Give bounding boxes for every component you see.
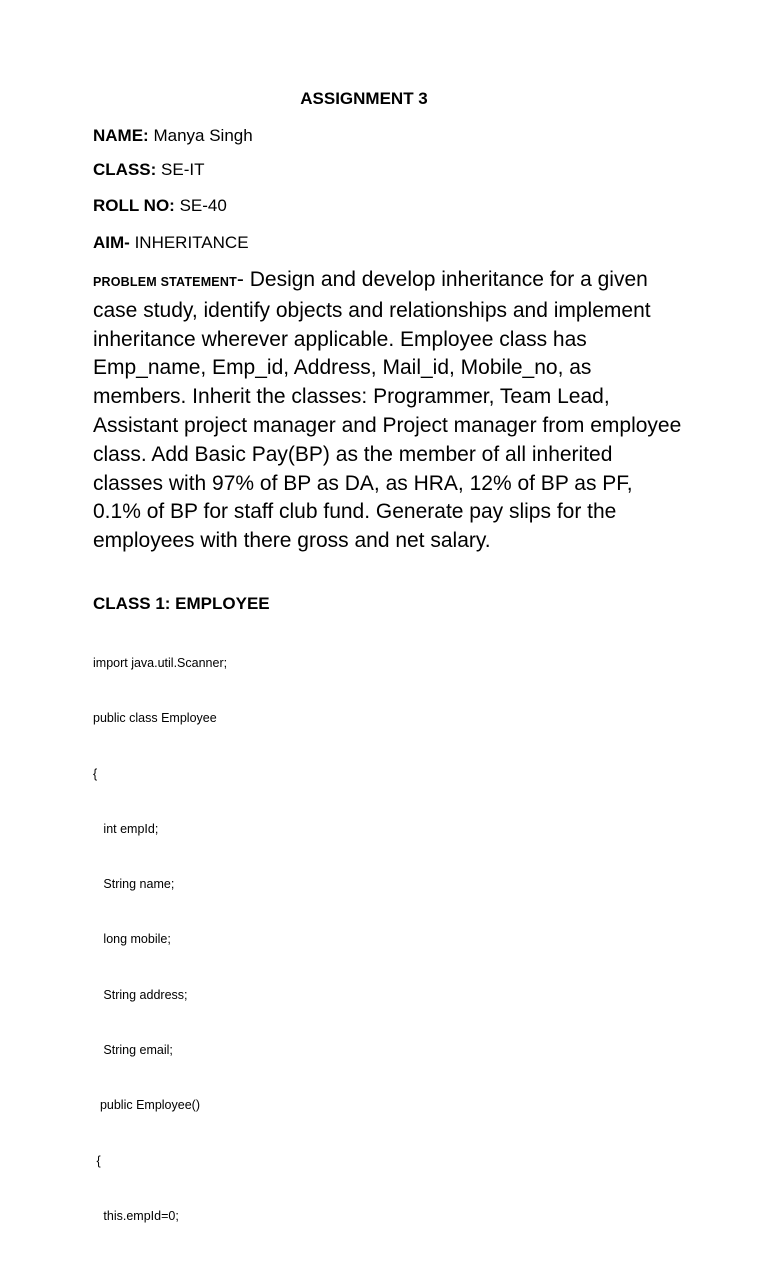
- section-heading: CLASS 1: EMPLOYEE: [93, 594, 270, 613]
- problem-statement-text: - Design and develop inheritance for a given case study, identify objects and relationships and implement inheritance wherever applicable. Employee class has Emp_name, Emp_id, Address, Mail_id, Mobile_no, as members. Inherit the classes: Programmer, Team Lead, Assistant project manager and Project manager from employee class. Add Basic Pay(BP) as the member of all inherited classes with 97% of BP as DA, as HRA, 12% of BP as PF, 0.1% of BP for staff club fund. Generate pay slips for the employees with there gross and net salary.: [93, 268, 682, 553]
- name-field: [93, 126, 253, 146]
- code-line: public Employee(): [93, 1098, 200, 1113]
- problem-statement: [93, 266, 683, 556]
- code-line: public class Employee: [93, 711, 217, 726]
- code-line: {: [93, 766, 98, 781]
- code-line: int empId;: [93, 821, 159, 836]
- code-line: long mobile;: [93, 932, 171, 947]
- code-line: String email;: [93, 1043, 173, 1058]
- aim-value: INHERITANCE: [134, 233, 249, 252]
- code-listing: [93, 627, 227, 1263]
- aim-label: AIM-: [93, 233, 130, 252]
- assignment-title: ASSIGNMENT 3: [300, 89, 428, 108]
- problem-statement-label: PROBLEM STATEMENT: [93, 275, 237, 289]
- name-value: Manya Singh: [153, 126, 253, 145]
- class-label: CLASS:: [93, 160, 157, 179]
- code-line: import java.util.Scanner;: [93, 656, 228, 670]
- class-field: [93, 160, 204, 180]
- code-line: this.empId=0;: [93, 1208, 179, 1223]
- roll-no-field: [93, 196, 227, 216]
- class-value: SE-IT: [161, 160, 205, 179]
- roll-no-value: SE-40: [179, 196, 227, 215]
- code-line: String name;: [93, 877, 175, 892]
- code-line: {: [93, 1153, 101, 1168]
- aim-field: [93, 233, 249, 253]
- roll-no-label: ROLL NO:: [93, 196, 175, 215]
- name-label: NAME:: [93, 126, 149, 145]
- code-line: String address;: [93, 987, 188, 1002]
